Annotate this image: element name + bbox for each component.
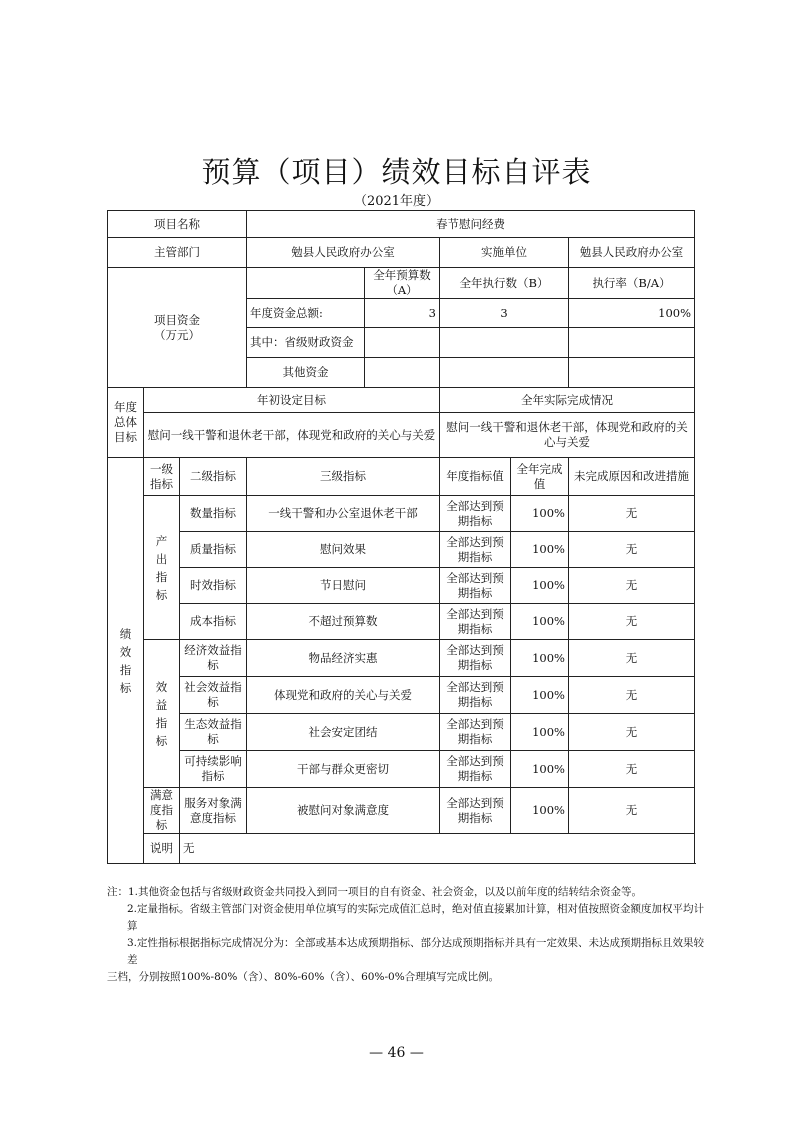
col-budget bbox=[365, 268, 440, 299]
goals-set-header: 年初设定目标 bbox=[144, 388, 440, 413]
page-title: 预算（项目）绩效目标自评表 bbox=[201, 155, 592, 189]
funds-row-rate bbox=[569, 358, 695, 388]
footnote-3-cont: 三档，分别按照100%-80%（含）、80%-60%（含）、60%-0%合理填写完成比例。 bbox=[107, 971, 500, 983]
indicator-l3: 节日慰问 bbox=[247, 568, 440, 604]
indicator-target: 全部达到预期指标 bbox=[440, 532, 511, 568]
goals-set-value: 慰问一线干警和退休老干部，体现党和政府的关心与关爱 bbox=[144, 413, 440, 458]
indicator-done: 100% bbox=[511, 751, 569, 788]
indicator-row bbox=[108, 751, 695, 788]
goals-actual-value: 慰问一线干警和退休老干部，体现党和政府的关心与关爱 bbox=[440, 413, 695, 458]
header-done: 全年完成值 bbox=[511, 458, 569, 496]
department-row bbox=[108, 238, 695, 268]
funds-row-rate bbox=[569, 328, 695, 358]
indicator-target: 全部达到预期指标 bbox=[440, 677, 511, 714]
indicator-done: 100% bbox=[511, 714, 569, 751]
footnote-3: 3.定性指标根据指标完成情况分为：全部或基本达成预期指标、部分达成预期指标并具有一定效果、未达成预期指标且效果较差 bbox=[127, 937, 705, 966]
indicator-l2: 数量指标 bbox=[180, 496, 247, 532]
goals-actual-header: 全年实际完成情况 bbox=[440, 388, 695, 413]
project-name-label: 项目名称 bbox=[108, 211, 247, 238]
indicator-done: 100% bbox=[511, 640, 569, 677]
funds-header-empty bbox=[247, 268, 365, 299]
indicator-done: 100% bbox=[511, 496, 569, 532]
remark-label: 说明 bbox=[144, 834, 180, 864]
dept-value: 勉县人民政府办公室 bbox=[247, 238, 440, 268]
footnote-2: 2.定量指标。省级主管部门对资金使用单位填写的实际完成值汇总时，绝对值直接累加计算，相对值按照资金额度加权平均计算 bbox=[127, 903, 705, 932]
indicator-l3: 干部与群众更密切 bbox=[247, 751, 440, 788]
indicator-reason: 无 bbox=[569, 714, 695, 751]
funds-label-line1: 项目资金 bbox=[154, 312, 200, 327]
indicator-target: 全部达到预期指标 bbox=[440, 496, 511, 532]
funds-label bbox=[108, 268, 247, 388]
goals-label: 年度总体目标 bbox=[108, 388, 144, 458]
indicator-l3: 慰问效果 bbox=[247, 532, 440, 568]
self-evaluation-table bbox=[107, 210, 695, 864]
funds-row-label: 其他资金 bbox=[247, 358, 365, 388]
indicator-l3: 被慰问对象满意度 bbox=[247, 788, 440, 834]
indicator-l2: 质量指标 bbox=[180, 532, 247, 568]
goals-value-row bbox=[108, 413, 695, 458]
indicator-row bbox=[108, 532, 695, 568]
indicator-row bbox=[108, 496, 695, 532]
funds-row-budget bbox=[365, 358, 440, 388]
footnote-1: 注：1.其他资金包括与省级财政资金共同投入到同一项目的自有资金、社会资金，以及以前年度的结转结余资金等。 bbox=[107, 886, 643, 898]
indicator-done: 100% bbox=[511, 532, 569, 568]
indicator-reason: 无 bbox=[569, 751, 695, 788]
indicator-target: 全部达到预期指标 bbox=[440, 788, 511, 834]
header-target: 年度指标值 bbox=[440, 458, 511, 496]
indicator-reason: 无 bbox=[569, 788, 695, 834]
dept-label: 主管部门 bbox=[108, 238, 247, 268]
indicator-target: 全部达到预期指标 bbox=[440, 640, 511, 677]
remark-value: 无 bbox=[180, 834, 695, 864]
header-l2: 二级指标 bbox=[180, 458, 247, 496]
funds-row-label: 其中：省级财政资金 bbox=[247, 328, 365, 358]
col-rate: 执行率（B/A） bbox=[569, 268, 695, 299]
funds-row-exec: 3 bbox=[440, 299, 569, 328]
indicator-reason: 无 bbox=[569, 677, 695, 714]
indicator-l2: 服务对象满意度指标 bbox=[180, 788, 247, 834]
funds-row-label: 年度资金总额: bbox=[247, 299, 365, 328]
funds-label-line2: （万元） bbox=[154, 327, 200, 342]
indicator-l3: 物品经济实惠 bbox=[247, 640, 440, 677]
indicator-l3: 不超过预算数 bbox=[247, 604, 440, 640]
indicator-l2: 成本指标 bbox=[180, 604, 247, 640]
project-name-row bbox=[108, 211, 695, 238]
header-reason: 未完成原因和改进措施 bbox=[569, 458, 695, 496]
indicator-row bbox=[108, 568, 695, 604]
indicator-l3: 体现党和政府的关心与关爱 bbox=[247, 677, 440, 714]
funds-row-exec bbox=[440, 358, 569, 388]
indicator-reason: 无 bbox=[569, 604, 695, 640]
indicators-section-label: 绩效指标 bbox=[108, 458, 144, 864]
goals-header-row bbox=[108, 388, 695, 413]
indicator-target: 全部达到预期指标 bbox=[440, 714, 511, 751]
page-subtitle: （2021年度） bbox=[353, 194, 440, 209]
indicator-done: 100% bbox=[511, 677, 569, 714]
indicator-target: 全部达到预期指标 bbox=[440, 604, 511, 640]
funds-row-exec bbox=[440, 328, 569, 358]
header-l3: 三级指标 bbox=[247, 458, 440, 496]
indicator-done: 100% bbox=[511, 604, 569, 640]
indicator-l3: 一线干警和办公室退休老干部 bbox=[247, 496, 440, 532]
indicator-reason: 无 bbox=[569, 532, 695, 568]
indicator-row bbox=[108, 714, 695, 751]
page-number: — 46 — bbox=[369, 1045, 424, 1061]
indicator-reason: 无 bbox=[569, 496, 695, 532]
funds-row-budget: 3 bbox=[365, 299, 440, 328]
project-name-value: 春节慰问经费 bbox=[247, 211, 695, 238]
col-budget-line2: （A） bbox=[386, 283, 418, 297]
impl-value: 勉县人民政府办公室 bbox=[569, 238, 695, 268]
funds-header-row bbox=[108, 268, 695, 299]
indicator-reason: 无 bbox=[569, 568, 695, 604]
funds-row-rate: 100% bbox=[569, 299, 695, 328]
col-exec: 全年执行数（B） bbox=[440, 268, 569, 299]
indicator-row bbox=[108, 788, 695, 834]
header-l1: 一级指标 bbox=[144, 458, 180, 496]
impl-label: 实施单位 bbox=[440, 238, 569, 268]
group-label-satisfaction: 满意度指标 bbox=[144, 788, 180, 834]
indicator-row bbox=[108, 604, 695, 640]
indicator-row bbox=[108, 677, 695, 714]
indicators-header-row bbox=[108, 458, 695, 496]
footnotes bbox=[107, 884, 707, 986]
indicator-l2: 生态效益指标 bbox=[180, 714, 247, 751]
indicator-reason: 无 bbox=[569, 640, 695, 677]
funds-row-budget bbox=[365, 328, 440, 358]
group-label-output: 产出指标 bbox=[144, 496, 180, 640]
group-label-benefit: 效益指标 bbox=[144, 640, 180, 788]
indicator-l2: 可持续影响指标 bbox=[180, 751, 247, 788]
indicator-l3: 社会安定团结 bbox=[247, 714, 440, 751]
indicator-done: 100% bbox=[511, 788, 569, 834]
indicator-l2: 时效指标 bbox=[180, 568, 247, 604]
indicator-target: 全部达到预期指标 bbox=[440, 568, 511, 604]
indicator-done: 100% bbox=[511, 568, 569, 604]
col-budget-line1: 全年预算数 bbox=[373, 268, 431, 282]
indicator-target: 全部达到预期指标 bbox=[440, 751, 511, 788]
remark-row bbox=[108, 834, 695, 864]
indicator-l2: 社会效益指标 bbox=[180, 677, 247, 714]
indicator-l2: 经济效益指标 bbox=[180, 640, 247, 677]
indicator-row bbox=[108, 640, 695, 677]
